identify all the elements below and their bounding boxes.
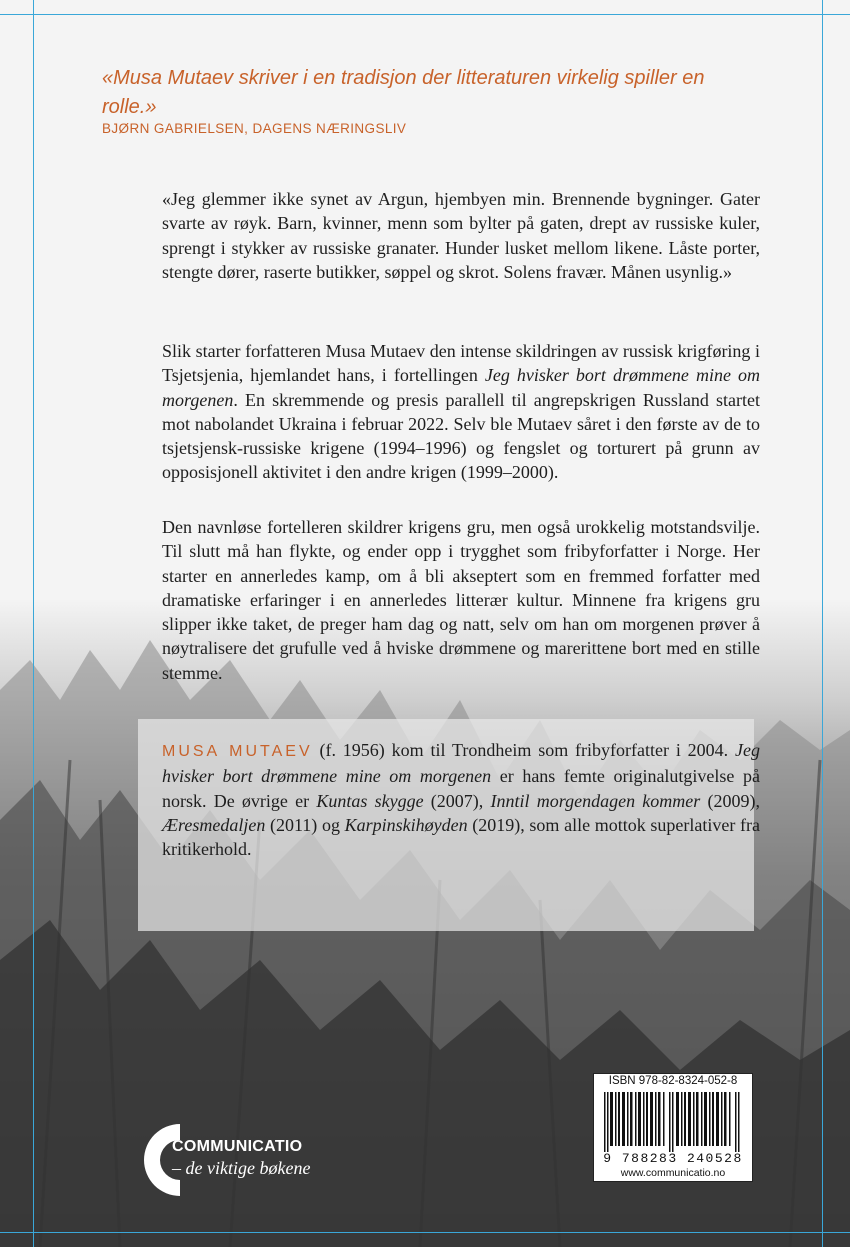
trim-guide-bottom [0,1232,850,1233]
author-bio [162,738,760,861]
barcode-digits: 9 788283 240528 [603,1151,743,1166]
bio-book-title-5: Karpinskihøyden [344,814,468,835]
description-rest: . En skremmende og presis parallell til angrepskrigen Russland startet mot nabolandet Ukraina i februar 2022. Selv ble Mutaev såret i den første av de to tsjetsjensk-russiske krigene (1994–1996) og fengslet og torturert på grunn av opposisjonell aktivitet i den andre krigen (1999–2000). [162,389,760,483]
bio-text-2: er hans femte originalutgivelse på norsk. De øvrige er [162,766,760,811]
trim-guide-top [0,14,850,15]
excerpt-paragraph: «Jeg glemmer ikke synet av Argun, hjembyen min. Brennende bygninger. Gater svarte av røyk. Barn, kvinner, menn som bylter på gaten, drept av russiske kuler, sprengt i stykker av russiske granater. Hunder lusket mellom likene. Låste porter, stengte dører, raserte butikker, søppel og skrot. Solens fravær. Månen usynlig.» [162,189,760,282]
description-intro: Slik starter forfatteren Musa Mutaev den intense skildringen av russisk krigføring i Tsjetsjenia, hjemlandet hans, i fortellingen [162,341,760,386]
publisher-website: www.communicatio.no [620,1167,726,1179]
quote-source: BJØRN GABRIELSEN, DAGENS NÆRINGSLIV [102,121,407,136]
book-title: Jeg hvisker bort drømmene mine om morgenen [162,365,760,410]
barcode-bars [604,1092,742,1152]
isbn-barcode [593,1073,753,1182]
author-name: MUSA MUTAEV [162,743,313,760]
bio-text-6: (2019), som alle mottok superlativer fra kritikerhold. [162,814,760,860]
description-paragraph [162,339,760,485]
bio-book-title-4: Æresmedaljen [162,814,266,835]
publisher-name: COMMUNICATIO [172,1138,303,1155]
narrator-paragraph: Den navnløse fortelleren skildrer krigens gru, men også urokkelig motstandsvilje. Til slutt må han flykte, og ender opp i trygghet som fribyforfatter i Norge. Her starter en annerledes kamp, om å bli akseptert som en fremmed forfatter med dramatiske erfaringer i en annerledes litterær kultur. Minnene fra krigens gru slipper ikke taket, de preger ham dag og natt, selv om han om morgenen prøver å nøytralisere det grufulle ved å hviske drømmene og marerittene bort med en stille stemme. [162,517,760,683]
trim-guide-left [33,0,34,1247]
bio-text-3: (2007), [423,790,491,811]
bio-book-title-2: Kuntas skygge [316,790,424,811]
bio-text-1: (f. 1956) kom til Trondheim som fribyforfatter i 2004. [312,740,736,760]
bio-text-4: (2009), [700,790,760,811]
publisher-logo [132,1110,372,1210]
trim-guide-right [822,0,823,1247]
isbn-number: ISBN 978-82-8324-052-8 [608,1075,738,1087]
pull-quote: «Musa Mutaev skriver i en tradisjon der litteraturen virkelig spiller en rolle.» [102,67,705,118]
bio-book-title-1: Jeg hvisker bort drømmene mine om morgenen [162,740,760,787]
bio-text-5: (2011) og [265,814,345,835]
publisher-tagline: – de viktige bøkene [172,1158,311,1178]
bio-book-title-3: Inntil morgendagen kommer [490,790,701,811]
